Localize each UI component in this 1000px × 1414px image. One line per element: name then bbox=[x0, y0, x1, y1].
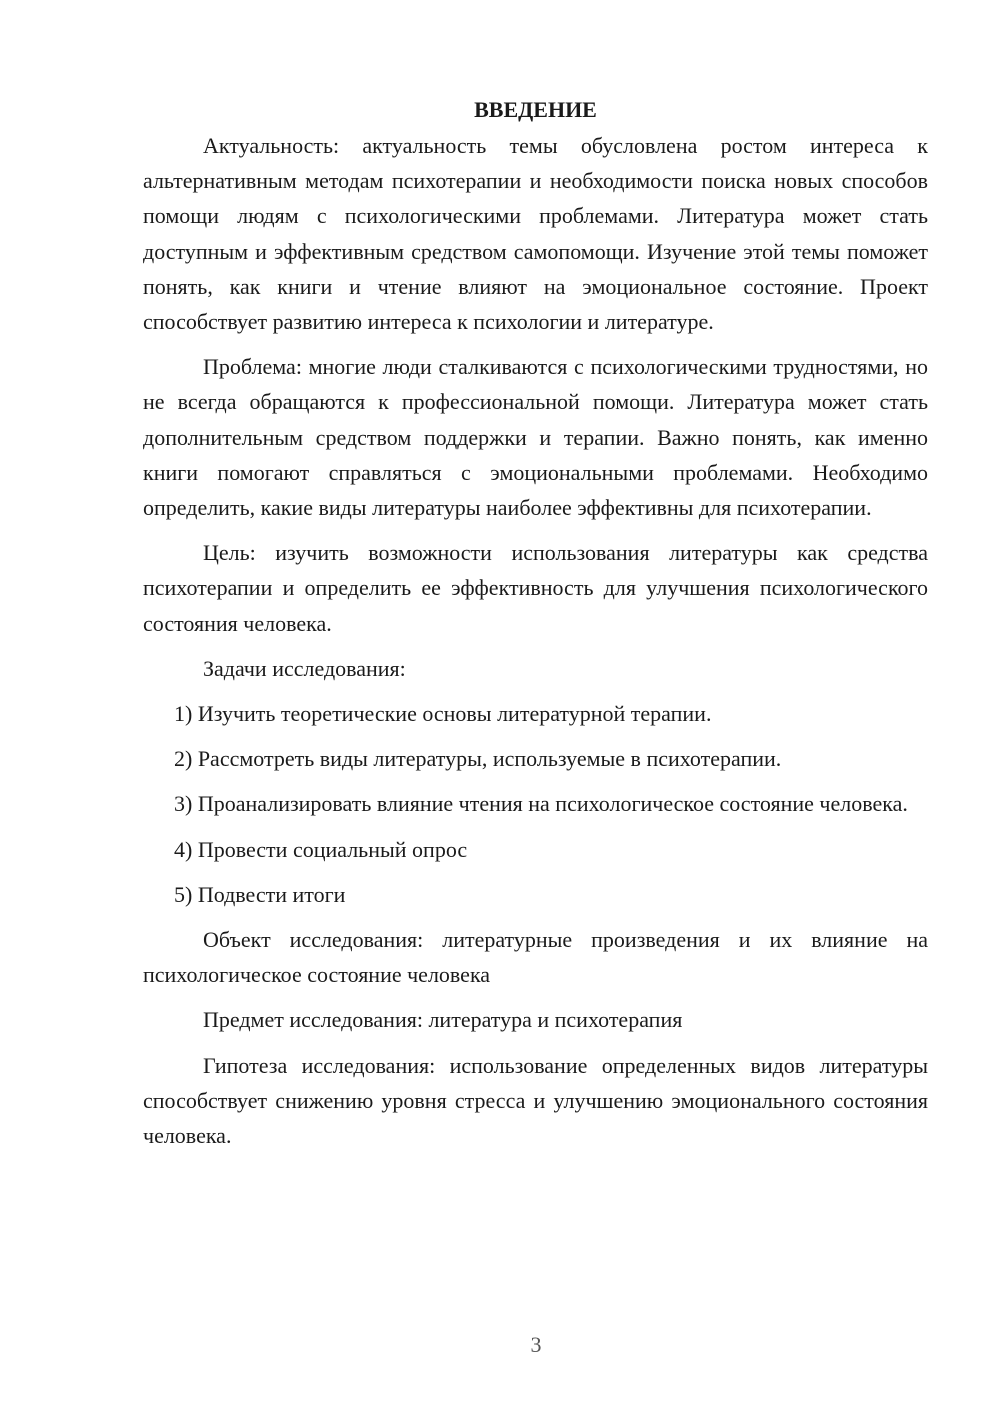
hypothesis-paragraph: Гипотеза исследования: использование определенных видов литературы способствует снижению уровня стресса и улучшению эмоционального состояния человека. bbox=[143, 1052, 928, 1149]
subject-paragraph: Предмет исследования: литература и психотерапия bbox=[203, 1007, 683, 1033]
object-paragraph: Объект исследования: литературные произведения и их влияние на психологическое состояние человека bbox=[143, 927, 928, 988]
task-item: 3) Проанализировать влияние чтения на психологическое состояние человека. bbox=[174, 791, 908, 817]
task-item: 5) Подвести итоги bbox=[174, 881, 346, 907]
page-number: 3 bbox=[530, 1332, 542, 1357]
goal-paragraph: Цель: изучить возможности использования литературы как средства психотерапии и определить ее эффективность для улучшения психологического состояния человека. bbox=[143, 540, 928, 636]
problem-paragraph: Проблема: многие люди сталкиваются с психологическими трудностями, но не всегда обращаются к профессиональной помощи. Литература может стать дополнительным средством поддержки и терапии. Важно понять, как именно книги помогают справляться с эмоциональными проблемами. Необходимо определить, какие виды литературы наиболее эффективны для психотерапии. bbox=[143, 354, 928, 521]
section-title: ВВЕДЕНИЕ bbox=[474, 97, 597, 122]
task-item: 2) Рассмотреть виды литературы, используемые в психотерапии. bbox=[174, 746, 782, 772]
relevance-paragraph: Актуальность: актуальность темы обусловлена ростом интереса к альтернативным методам психотерапии и необходимости поиска новых способов помощи людям с психологическими проблемами. Литература может стать доступным и эффективным средством самопомощи. Изучение этой темы поможет понять, как книги и чтение влияют на эмоциональное состояние. Проект способствует развитию интереса к психологии и литературе. bbox=[143, 133, 928, 335]
task-item: 1) Изучить теоретические основы литературной терапии. bbox=[174, 701, 712, 727]
task-item: 4) Провести социальный опрос bbox=[174, 836, 468, 862]
document-page bbox=[143, 92, 928, 1163]
tasks-heading: Задачи исследования: bbox=[203, 655, 406, 681]
